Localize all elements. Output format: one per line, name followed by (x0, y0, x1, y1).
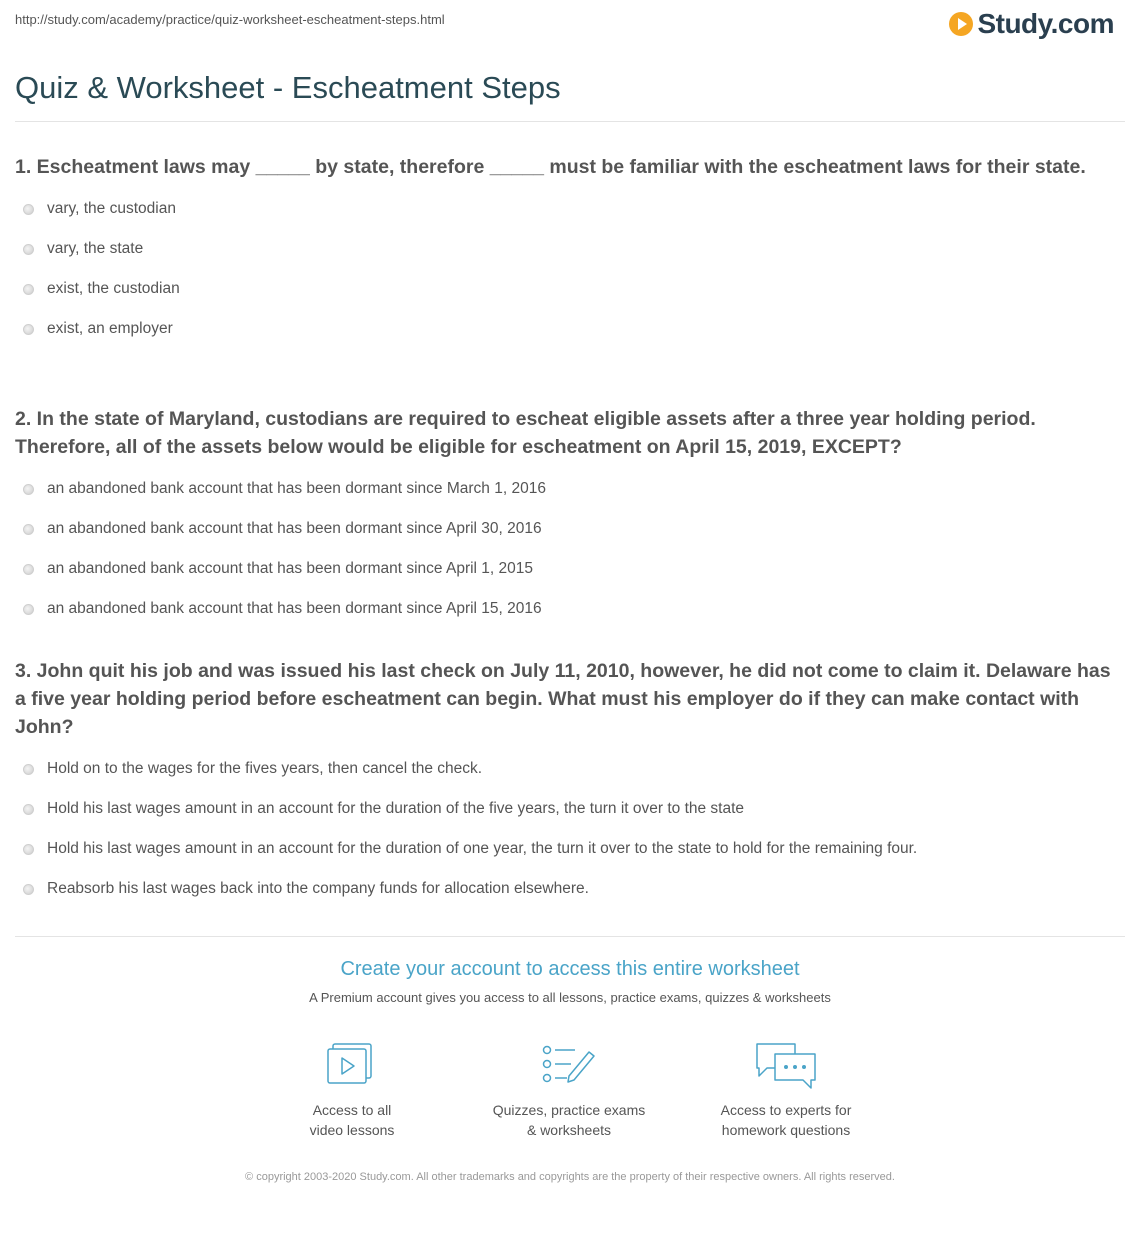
feature-experts (686, 1040, 886, 1140)
page-url: http://study.com/academy/practice/quiz-worksheet-escheatment-steps.html (15, 12, 445, 27)
answer-option[interactable] (15, 469, 1120, 509)
radio-icon[interactable] (23, 564, 34, 575)
page-title: Quiz & Worksheet - Escheatment Steps (15, 70, 561, 105)
answer-option[interactable] (15, 229, 1120, 269)
answer-label: vary, the state (47, 240, 144, 257)
cta-divider (15, 936, 1125, 937)
radio-icon[interactable] (23, 804, 34, 815)
answer-option[interactable] (15, 789, 1120, 829)
feature-line: video lessons (309, 1122, 395, 1138)
radio-icon[interactable] (23, 244, 34, 255)
answer-option[interactable] (15, 189, 1120, 229)
answer-label: an abandoned bank account that has been dormant since April 15, 2016 (47, 600, 542, 617)
answer-list (15, 189, 1120, 349)
answer-option[interactable] (15, 749, 1120, 789)
answer-list (15, 469, 1120, 629)
radio-icon[interactable] (23, 284, 34, 295)
answer-label: Hold his last wages amount in an account for the duration of the five years, the turn it over to the state (47, 800, 745, 817)
radio-icon[interactable] (23, 524, 34, 535)
answer-label: vary, the custodian (47, 200, 176, 217)
question-text: 1. Escheatment laws may _____ by state, therefore _____ must be familiar with the escheatment laws for their state. (15, 156, 1086, 178)
radio-icon[interactable] (23, 884, 34, 895)
answer-label: Reabsorb his last wages back into the company funds for allocation elsewhere. (47, 880, 589, 897)
radio-icon[interactable] (23, 204, 34, 215)
answer-list (15, 749, 1120, 909)
chat-bubbles-icon (753, 1040, 819, 1090)
feature-label (686, 1100, 886, 1140)
answer-label: exist, the custodian (47, 280, 180, 297)
logo-text: Study.com (977, 8, 1114, 39)
radio-icon[interactable] (23, 604, 34, 615)
question-text: 2. In the state of Maryland, custodians are required to escheat eligible assets after a three year holding period. Therefore, all of the assets below would be eligible for escheatment on April 15, 2019, EXCEPT? (15, 408, 1036, 458)
answer-option[interactable] (15, 509, 1120, 549)
answer-label: Hold on to the wages for the fives years, then cancel the check. (47, 760, 483, 777)
answer-option[interactable] (15, 269, 1120, 309)
radio-icon[interactable] (23, 324, 34, 335)
feature-line: & worksheets (526, 1122, 612, 1138)
copyright-text: © copyright 2003-2020 Study.com. All other trademarks and copyrights are the property of their respective owners. All rights reserved. (245, 1171, 895, 1183)
answer-option[interactable] (15, 829, 1120, 869)
play-logo-icon (949, 12, 973, 36)
create-account-link[interactable]: Create your account to access this entire worksheet (340, 958, 800, 980)
feature-quizzes (469, 1040, 669, 1140)
answer-label: an abandoned bank account that has been dormant since April 30, 2016 (47, 520, 542, 537)
question-text: 3. John quit his job and was issued his last check on July 11, 2010, however, he did not come to claim it. Delaware has a five year holding period before escheatment can begin. What must his employer do if they can make contact with John? (15, 660, 1111, 738)
answer-option[interactable] (15, 309, 1120, 349)
feature-line: Quizzes, practice exams (492, 1102, 646, 1118)
question-3 (15, 657, 1120, 909)
radio-icon[interactable] (23, 844, 34, 855)
feature-label (469, 1100, 669, 1140)
answer-label: Hold his last wages amount in an account for the duration of one year, the turn it over to the state to hold for the remaining four. (47, 840, 918, 857)
study-logo[interactable] (949, 8, 1114, 40)
feature-line: Access to experts for (720, 1102, 852, 1118)
question-2 (15, 405, 1120, 629)
radio-icon[interactable] (23, 484, 34, 495)
answer-label: an abandoned bank account that has been dormant since March 1, 2016 (47, 480, 546, 497)
feature-video-lessons (252, 1040, 452, 1140)
answer-label: an abandoned bank account that has been dormant since April 1, 2015 (47, 560, 534, 577)
radio-icon[interactable] (23, 764, 34, 775)
question-1 (15, 153, 1120, 349)
quiz-checklist-icon (539, 1040, 599, 1090)
answer-option[interactable] (15, 869, 1120, 909)
feature-line: homework questions (721, 1122, 851, 1138)
video-lesson-icon (322, 1040, 382, 1090)
answer-option[interactable] (15, 549, 1120, 589)
answer-option[interactable] (15, 589, 1120, 629)
cta-subtitle: A Premium account gives you access to all lessons, practice exams, quizzes & worksheets (309, 990, 831, 1005)
feature-label (252, 1100, 452, 1140)
feature-line: Access to all (312, 1102, 392, 1118)
answer-label: exist, an employer (47, 320, 173, 337)
title-divider (15, 121, 1125, 122)
